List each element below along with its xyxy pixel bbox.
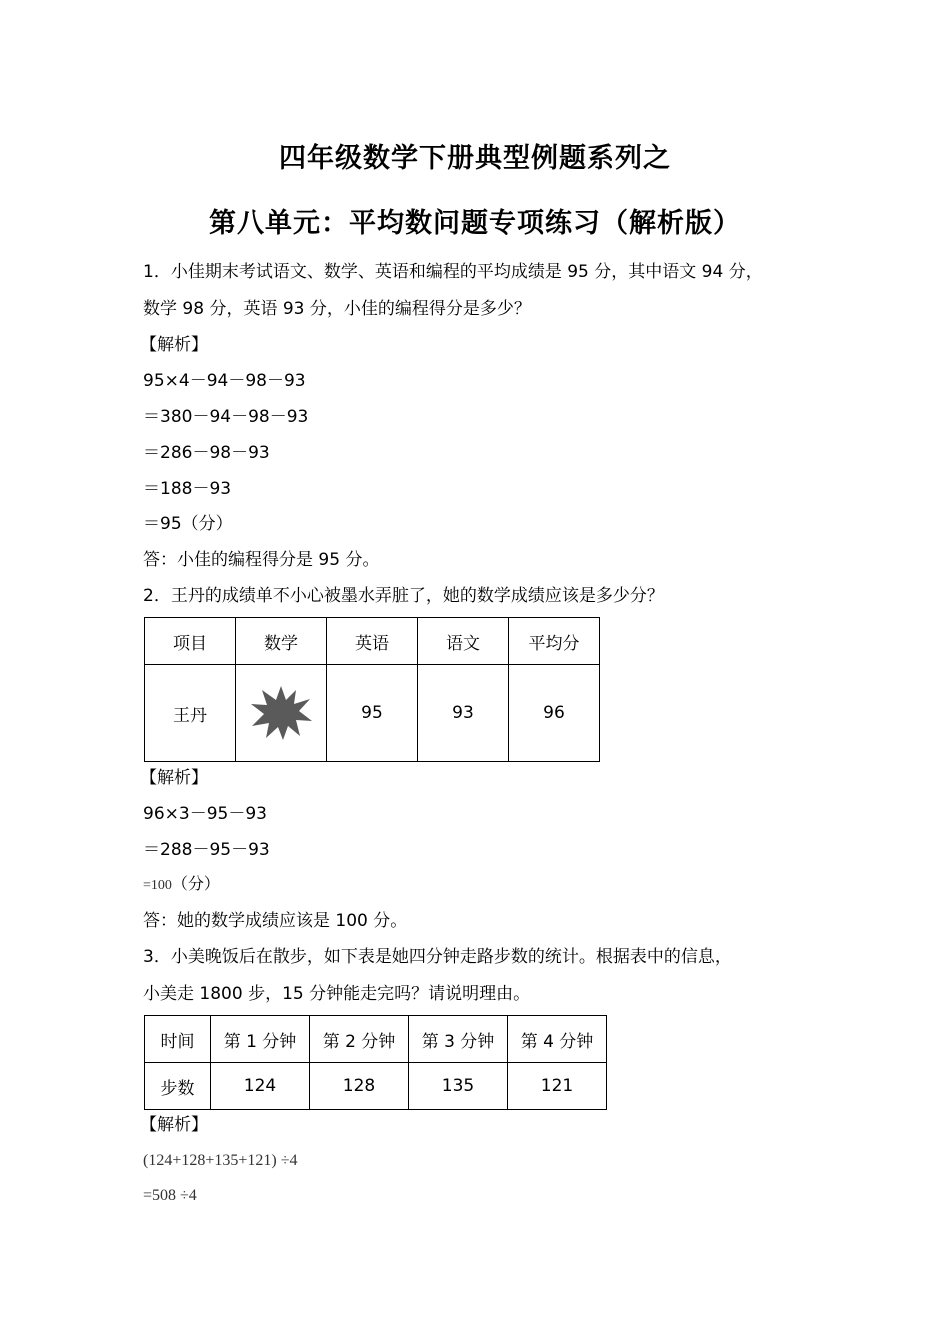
q1-text-line-1: 1．小佳期末考试语文、数学、英语和编程的平均成绩是 95 分，其中语文 94 分， [143,262,763,282]
table-row [145,665,600,762]
table-header-cell: 第 1 分钟 [211,1016,310,1063]
table-cell: 步数 [145,1063,211,1110]
table-cell: 124 [211,1063,310,1110]
q2-step-2: ＝288－95－93 [143,840,270,860]
q1-step-4: ＝188－93 [143,479,232,499]
table-header-cell: 项目 [145,618,236,665]
table-cell: 121 [508,1063,607,1110]
table-cell: 96 [509,665,600,762]
q1-step-5: ＝95（分） [143,514,233,534]
ink-blot-cell [236,665,327,762]
q1-text-line-2: 数学 98 分，英语 93 分，小佳的编程得分是多少？ [143,299,531,319]
q3-step-2: =508 ÷4 [143,1187,197,1204]
table-cell: 135 [409,1063,508,1110]
table-header-cell: 第 2 分钟 [310,1016,409,1063]
table-header-cell: 第 3 分钟 [409,1016,508,1063]
table-cell: 93 [418,665,509,762]
q1-step-3: ＝286－98－93 [143,443,270,463]
table-row [145,1063,607,1110]
table-header-cell: 语文 [418,618,509,665]
table-cell: 王丹 [145,665,236,762]
table-header-cell: 英语 [327,618,418,665]
table-header-cell: 数学 [236,618,327,665]
q2-score-table [144,617,600,762]
q2-answer: 答：她的数学成绩应该是 100 分。 [143,911,408,931]
q1-step-2: ＝380－94－98－93 [143,407,309,427]
table-cell: 95 [327,665,418,762]
q2-step-3-number: =100 [143,878,172,893]
table-header-row [145,1016,607,1063]
q2-text: 2．王丹的成绩单不小心被墨水弄脏了，她的数学成绩应该是多少分？ [143,586,664,606]
q3-step-1: (124+128+135+121) ÷4 [143,1152,298,1169]
q2-step-3 [143,873,220,897]
q3-text-line-1: 3．小美晚饭后在散步，如下表是她四分钟走路步数的统计。根据表中的信息， [143,947,732,967]
table-header-cell: 第 4 分钟 [508,1016,607,1063]
table-header-row [145,618,600,665]
q2-analysis-label: 【解析】 [140,768,208,788]
q2-step-3-unit: （分） [171,874,220,893]
title-line-2: 第八单元：平均数问题专项练习（解析版） [209,208,741,239]
table-header-cell: 时间 [145,1016,211,1063]
table-header-cell: 平均分 [509,618,600,665]
q3-analysis-label: 【解析】 [140,1115,208,1135]
title-line-1: 四年级数学下册典型例题系列之 [279,143,671,174]
q2-step-1: 96×3－95－93 [143,804,267,824]
q1-answer: 答：小佳的编程得分是 95 分。 [143,550,380,570]
q3-steps-table [144,1015,607,1110]
q1-step-1: 95×4－94－98－93 [143,371,306,391]
table-cell: 128 [310,1063,409,1110]
q3-text-line-2: 小美走 1800 步，15 分钟能走完吗？请说明理由。 [143,984,531,1004]
ink-splat-icon [250,684,312,742]
q1-analysis-label: 【解析】 [140,335,208,355]
